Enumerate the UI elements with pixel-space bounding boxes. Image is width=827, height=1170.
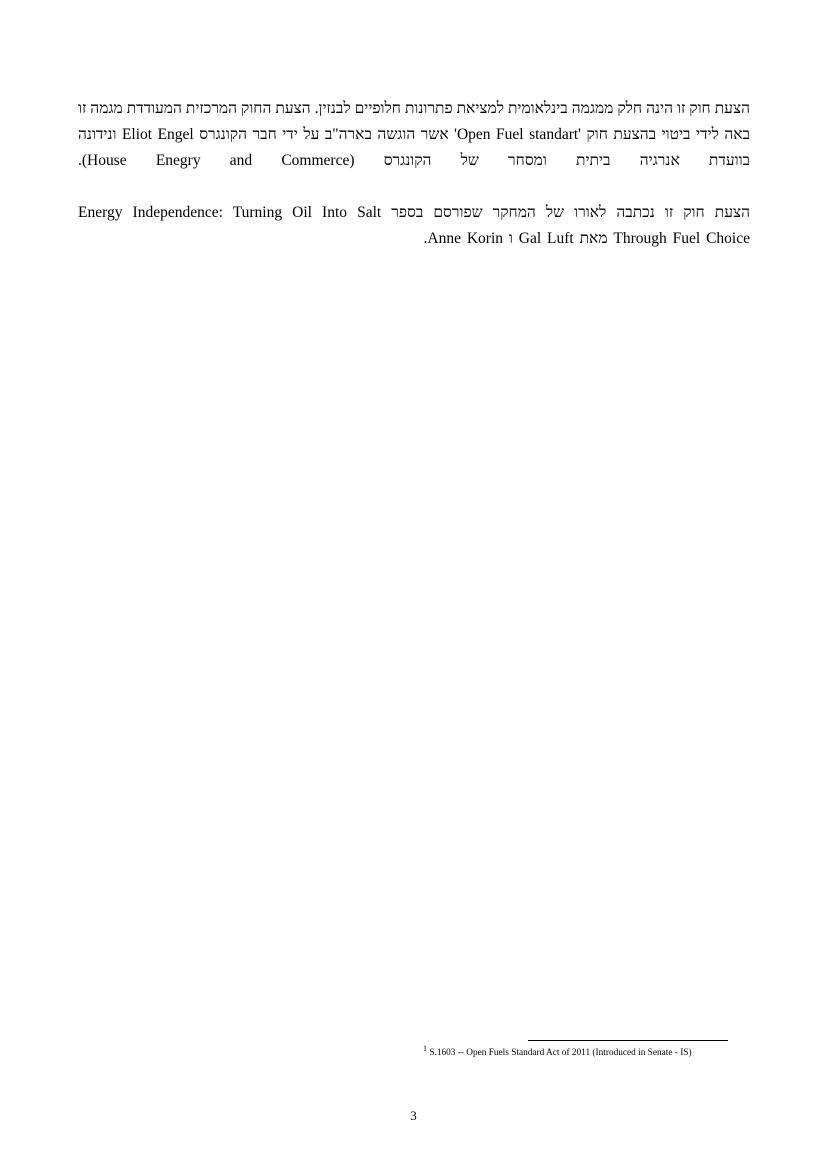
paragraph-one (78, 96, 750, 174)
footnote-separator-rule (528, 1040, 728, 1041)
footnote-marker: 1 (423, 1043, 427, 1053)
footnote-entry (423, 1043, 753, 1059)
paragraph-two-text: הצעת חוק זו נכתבה לאורו של המחקר שפורסם בספר Energy Independence: Turning Oil Into Salt Through Fuel Choice מאת Gal Luft ו Anne Korin. (78, 204, 751, 247)
paragraph-one-text: הצעת חוק זו הינה חלק ממגמה בינלאומית למציאת פתרונות חלופיים לבנזין. הצעת החוק המרכזית המעודדת מגמה זו באה לידי ביטוי בהצעת חוק 'Open Fuel standart' אשר הוגשה בארה"ב על ידי חבר הקונגרס Eliot Engel ונידונה בוועדת אנרגיה ביתית ומסחר של הקונגרס (House Enegry and Commerce). (78, 100, 751, 169)
paragraph-two (78, 200, 750, 252)
footnote-section (423, 1040, 753, 1059)
document-body (78, 96, 750, 252)
page-number: 3 (410, 1108, 417, 1123)
footnote-body-text: S.1603 -- Open Fuels Standard Act of 2011 (Introduced in Senate - IS) (429, 1048, 692, 1058)
